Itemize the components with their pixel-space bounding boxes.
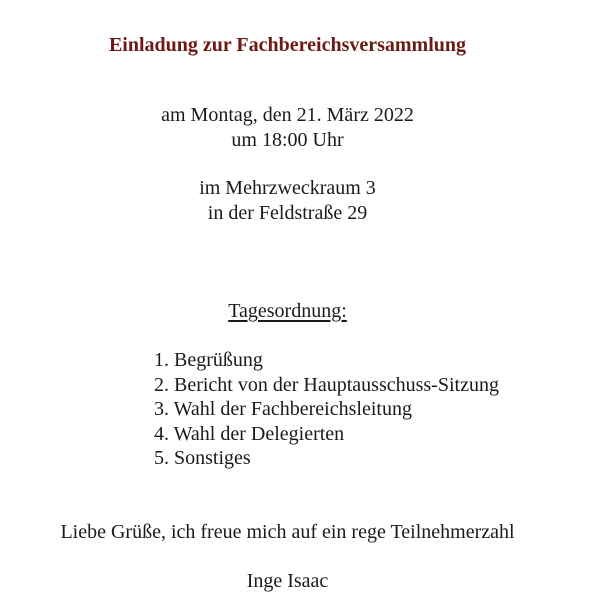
agenda-item: 3. Wahl der Fachbereichsleitung <box>154 398 412 421</box>
closing-text: Liebe Grüße, ich freue mich auf ein rege Teilnehmerzahl <box>60 521 515 543</box>
agenda-item: 1. Begrüßung <box>154 349 263 371</box>
date-line: am Montag, den 21. März 2022 <box>161 104 414 126</box>
document-title: Einladung zur Fachbereichsversammlung <box>108 34 467 56</box>
agenda-item: 4. Wahl der Delegierten <box>154 422 345 445</box>
date-block <box>0 103 575 152</box>
address-line: in der Feldstraße 29 <box>207 201 368 224</box>
time-line: um 18:00 Uhr <box>231 128 344 151</box>
room-line: im Mehrzweckraum 3 <box>199 177 376 199</box>
agenda-list <box>154 348 499 471</box>
agenda-item: 2. Bericht von der Hauptausschuss-Sitzung <box>154 373 499 396</box>
location-block <box>0 176 575 225</box>
agenda-item: 5. Sonstiges <box>154 447 251 470</box>
agenda-heading: Tagesordnung: <box>228 300 347 322</box>
signature: Inge Isaac <box>246 570 329 592</box>
